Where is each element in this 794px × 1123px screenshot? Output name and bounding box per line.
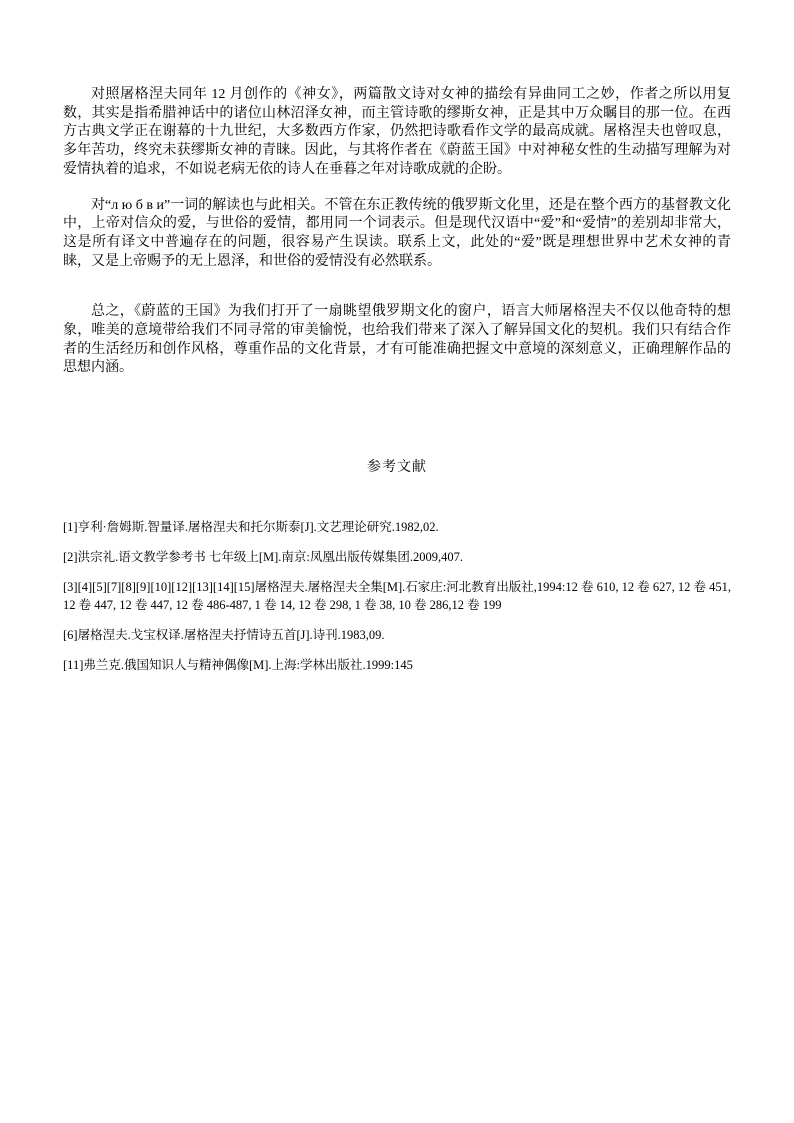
reference-item-1: [1]亨利·詹姆斯.智量译.屠格涅夫和托尔斯泰[J].文艺理论研究.1982,02. xyxy=(63,520,439,535)
document-content xyxy=(63,86,731,686)
paragraph-lyubvi-interpretation: 对“л ю б в и”一词的解读也与此相关。不管在东正教传统的俄罗斯文化里，还是在整个西方的基督教文化中，上帝对信众的爱，与世俗的爱情，都用同一个词表示。但是现代汉语中“爱”和“爱情”的差别却非常大，这是所有译文中普遍存在的问题，很容易产生误读。联系上文，此处的“爱”既是理想世界中艺术女神的青睐，又是上帝赐予的无上恩泽，和世俗的爱情没有必然联系。 xyxy=(63,197,731,269)
paragraph-conclusion: 总之，《蔚蓝的王国》为我们打开了一扇眺望俄罗期文化的窗户，语言大师屠格涅夫不仅以他奇特的想象，唯美的意境带给我们不同寻常的审美愉悦，也给我们带来了深入了解异国文化的契机。我们只有结合作者的生活经历和创作风格，尊重作品的文化背景，才有可能准确把握文中意境的深刻意义，正确理解作品的思想内涵。 xyxy=(63,304,731,376)
references-list xyxy=(63,518,731,674)
paragraph-comparison-shennv: 对照屠格涅夫同年 12 月创作的《神女》，两篇散文诗对女神的描绘有异曲同工之妙，作者之所以用复数，其实是指希腊神话中的诸位山林沼泽女神，而主管诗歌的缪斯女神，正是其中万众瞩目的那一位。在西方古典文学正在谢幕的十九世纪，大多数西方作家，仍然把诗歌看作文学的最高成就。屠格涅夫也曾叹息，多年苦功，终究未获缪斯女神的青睐。因此，与其将作者在《蔚蓝王国》中对神秘女性的生动描写理解为对爱情执着的追求，不如说老病无依的诗人在垂暮之年对诗歌成就的企盼。 xyxy=(63,87,731,177)
references-heading: 参考文献 xyxy=(367,460,427,476)
reference-item-3: [3][4][5][7][8][9][10][12][13][14][15]屠格涅夫.屠格涅夫全集[M].石家庄:河北教育出版社,1994:12 卷 610, 12 卷 627, 12 卷 451,12 卷 447, 12 卷 447, 12 卷 486-487, 1 卷 14, 12 卷 298, 1 卷 38, 10 卷 286,12 卷 199 xyxy=(63,580,731,613)
reference-item-11: [11]弗兰克.俄国知识人与精神偶像[M].上海:学林出版社.1999:145 xyxy=(63,658,413,673)
reference-item-6: [6]屠格涅夫.戈宝权译.屠格涅夫抒情诗五首[J].诗刊.1983,09. xyxy=(63,628,385,643)
reference-item-2: [2]洪宗礼.语文教学参考书 七年级上[M].南京:凤凰出版传媒集团.2009,407. xyxy=(63,550,463,565)
